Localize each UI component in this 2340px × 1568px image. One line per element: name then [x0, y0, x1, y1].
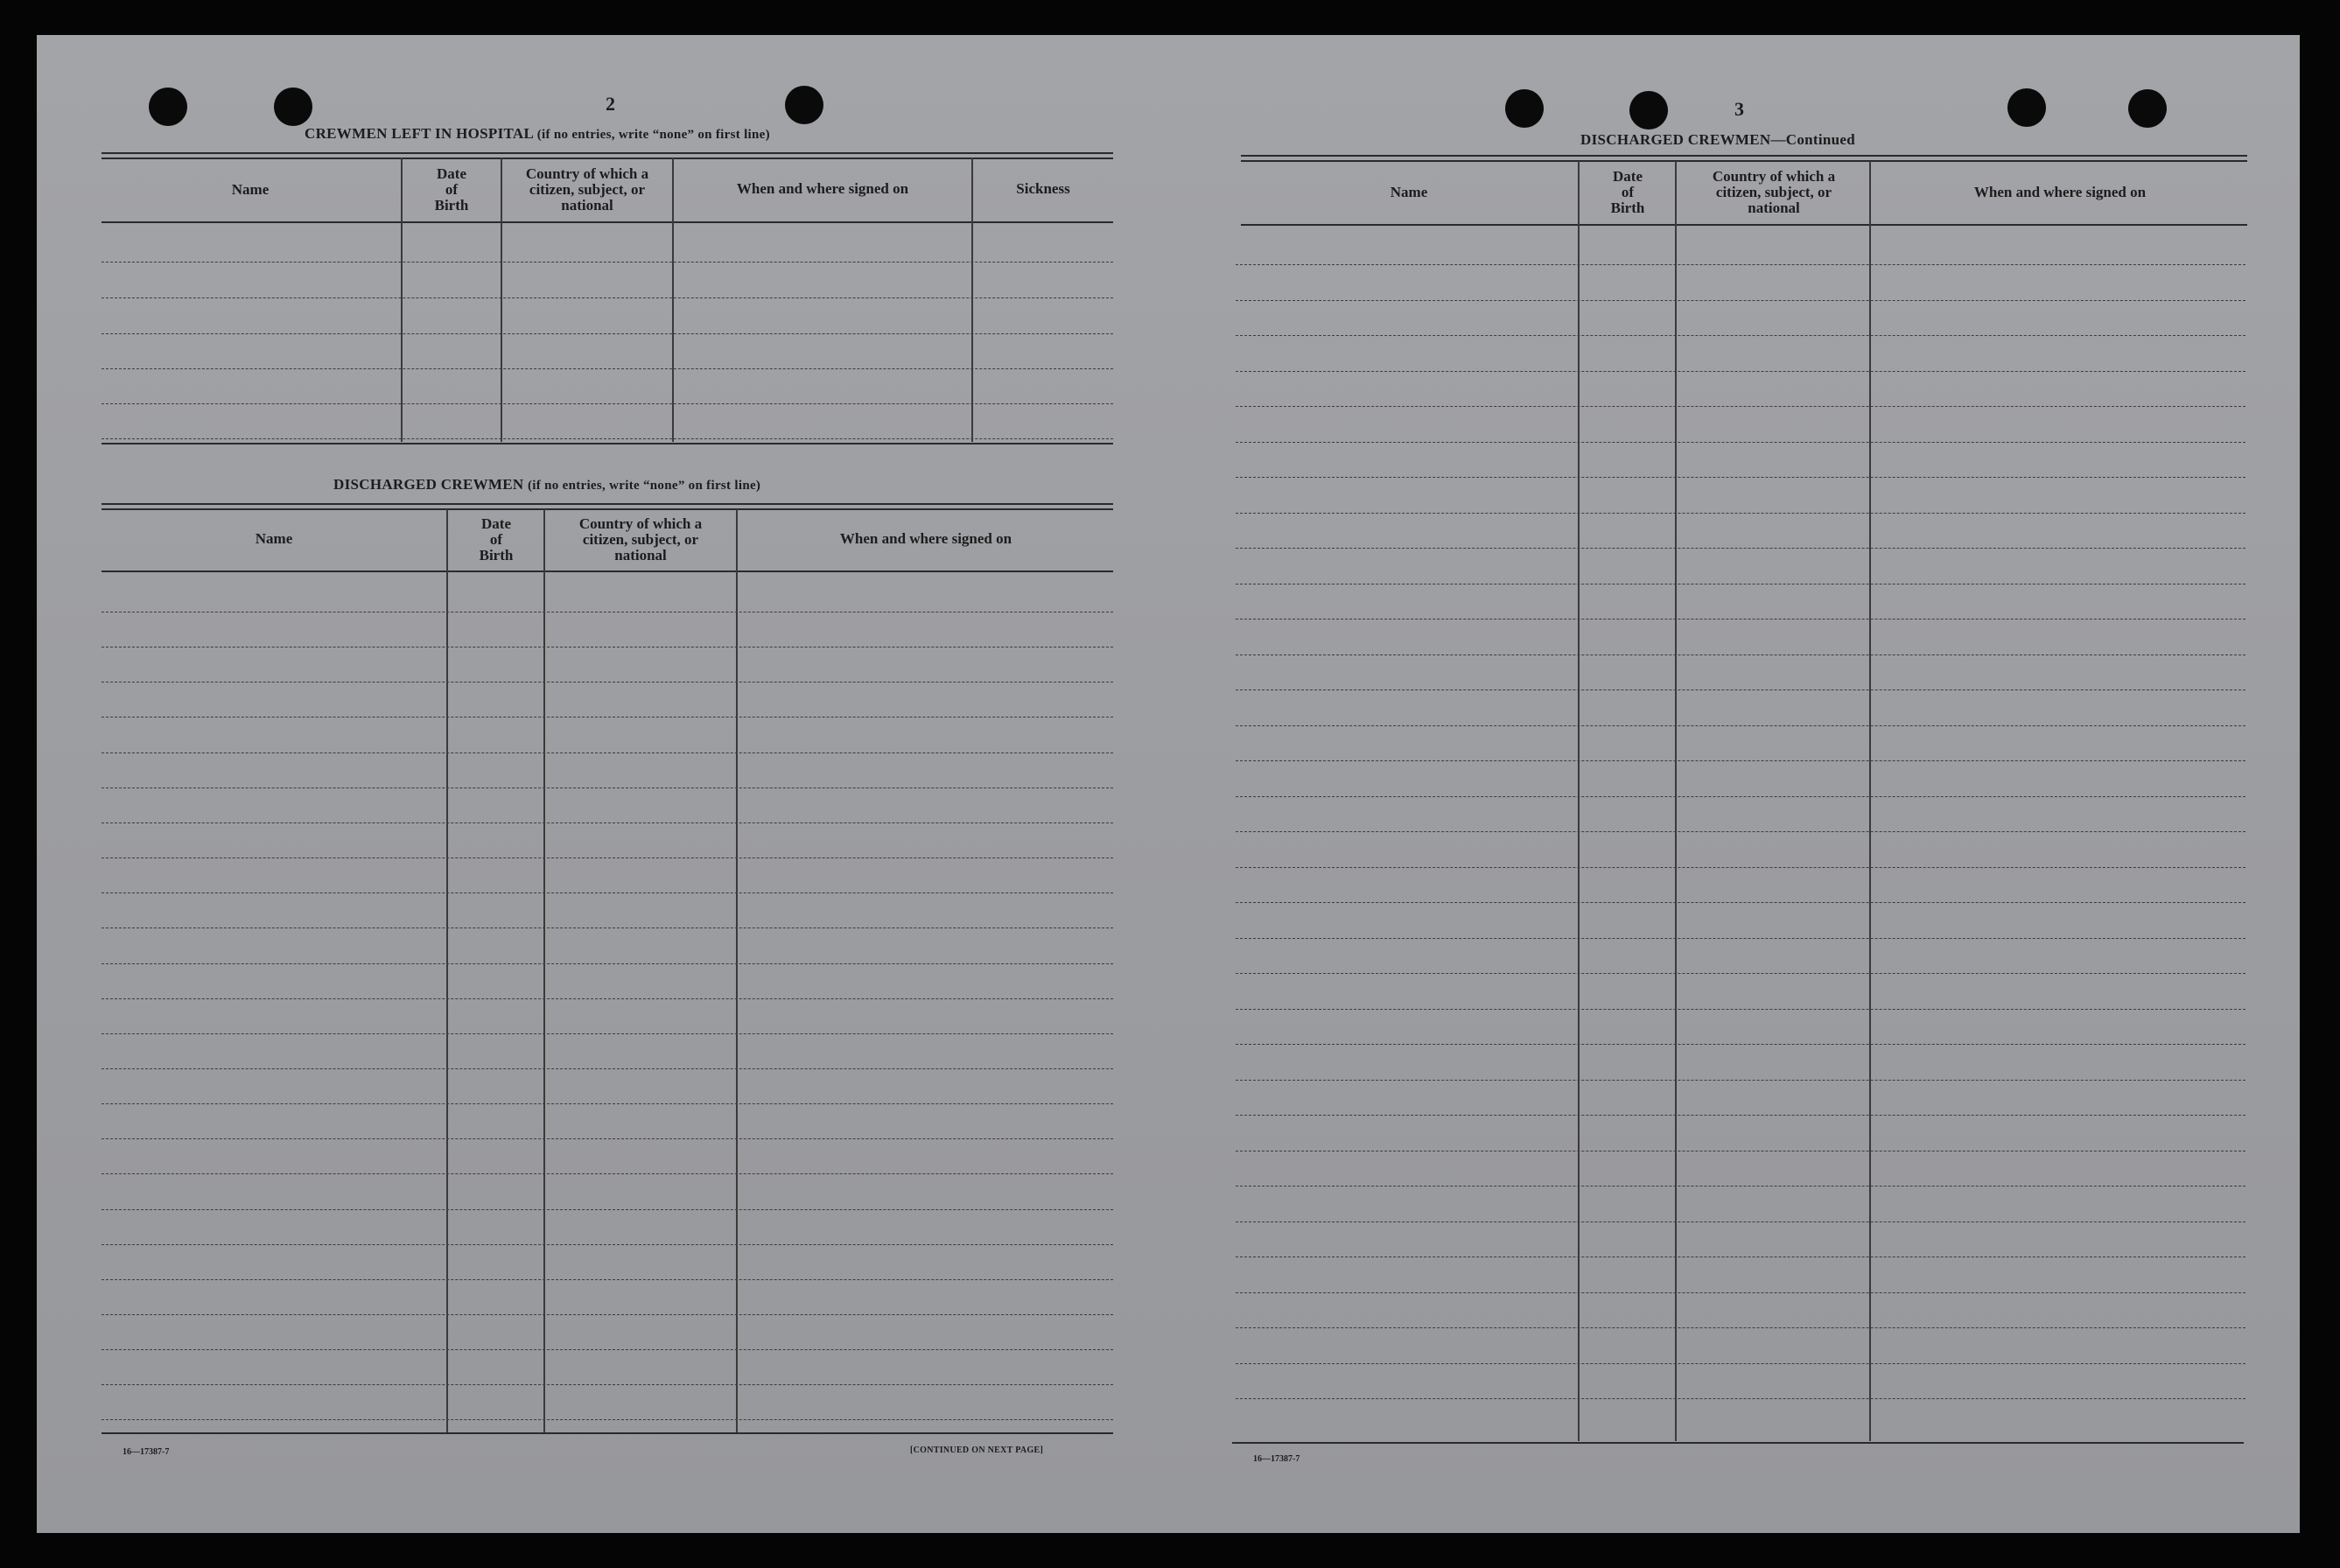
entry-line	[102, 717, 1113, 718]
entry-line	[1236, 867, 2245, 868]
column-divider	[1578, 161, 1580, 1441]
column-header-line: national	[1748, 200, 1800, 216]
section-note: (if no entries, write “none” on first line)	[536, 128, 770, 142]
column-header-date-of-birth	[1580, 169, 1675, 216]
entry-line	[1236, 513, 2245, 514]
entry-line	[1236, 300, 2245, 301]
discharged-continued-title: DISCHARGED CREWMEN—Continued	[1580, 131, 1855, 148]
column-divider	[401, 158, 403, 442]
entry-line	[102, 1419, 1113, 1420]
form-number: 16—17387-7	[123, 1447, 170, 1457]
table-top-rule	[102, 503, 1113, 510]
entry-line	[1236, 1398, 2245, 1399]
column-header-line: of	[489, 531, 503, 548]
punch-hole-icon	[1505, 89, 1544, 128]
column-header-signed-on: When and where signed on	[839, 530, 1012, 547]
entry-line	[1236, 335, 2245, 336]
entry-line	[102, 1244, 1113, 1245]
entry-line	[1236, 264, 2245, 265]
entry-line	[1236, 371, 2245, 372]
page-number: 3	[1734, 98, 1744, 120]
section-title-text: DISCHARGED CREWMEN	[333, 476, 524, 493]
hospital-section-title	[305, 125, 770, 143]
column-header-line: citizen, subject, or	[529, 181, 646, 198]
column-header-line: citizen, subject, or	[1715, 184, 1832, 200]
column-header-line: Country of which a	[578, 515, 703, 532]
entry-line	[1236, 619, 2245, 620]
entry-line	[102, 1314, 1113, 1315]
column-header-line: of	[445, 181, 459, 198]
header-rule	[102, 221, 1113, 223]
column-header-name: Name	[1390, 184, 1428, 200]
entry-line	[102, 822, 1113, 823]
entry-line	[102, 998, 1113, 999]
section-title-text: CREWMEN LEFT IN HOSPITAL	[305, 125, 534, 142]
column-header-country	[1678, 169, 1869, 216]
punch-hole-icon	[149, 88, 187, 126]
punch-hole-icon	[1629, 91, 1668, 130]
entry-line	[1236, 831, 2245, 832]
entry-line	[102, 1279, 1113, 1280]
column-header-country	[502, 166, 672, 214]
header-rule	[102, 570, 1113, 572]
entry-line	[1236, 1115, 2245, 1116]
column-header-name: Name	[231, 181, 270, 198]
entry-line	[1236, 654, 2245, 655]
column-header-line: Country of which a	[525, 165, 649, 182]
entry-line	[1236, 938, 2245, 939]
entry-line	[102, 403, 1113, 404]
column-header-signed-on: When and where signed on	[1973, 184, 2147, 200]
entry-line	[102, 333, 1113, 334]
entry-line	[102, 963, 1113, 964]
entry-line	[102, 368, 1113, 369]
entry-line	[1236, 1363, 2245, 1364]
entry-line	[1236, 1151, 2245, 1152]
column-divider	[446, 509, 448, 1432]
column-header-line: Birth	[479, 547, 514, 564]
table-bottom-rule	[102, 1432, 1113, 1434]
column-header-sickness: Sickness	[1016, 180, 1070, 197]
column-header-line: Date	[1613, 168, 1643, 185]
page-number: 2	[606, 93, 615, 115]
entry-line	[1236, 725, 2245, 726]
form-sheet	[37, 35, 2300, 1533]
entry-line	[102, 1068, 1113, 1069]
column-divider	[1675, 161, 1677, 1441]
column-header-line: Country of which a	[1712, 168, 1836, 185]
entry-line	[102, 1138, 1113, 1139]
entry-line	[1236, 1292, 2245, 1293]
column-header-date-of-birth	[403, 166, 501, 214]
entry-line	[1236, 1080, 2245, 1081]
entry-line	[1236, 973, 2245, 974]
table-top-rule	[1241, 155, 2247, 162]
column-header-line: Date	[481, 515, 511, 532]
column-header-signed-on: When and where signed on	[736, 180, 909, 197]
entry-line	[102, 752, 1113, 753]
punch-hole-icon	[2128, 89, 2167, 128]
column-header-line: citizen, subject, or	[582, 531, 699, 548]
column-header-line: Date	[437, 165, 466, 182]
column-header-date-of-birth	[449, 516, 543, 564]
entry-line	[1236, 1009, 2245, 1010]
column-divider	[543, 509, 545, 1432]
column-divider	[971, 158, 973, 442]
punch-hole-icon	[2007, 88, 2046, 127]
entry-line	[102, 1033, 1113, 1034]
column-header-line: Birth	[434, 197, 469, 214]
column-header-line: national	[561, 197, 613, 214]
entry-line	[102, 1384, 1113, 1385]
entry-line	[1236, 1044, 2245, 1045]
column-divider	[501, 158, 502, 442]
entry-line	[102, 1209, 1113, 1210]
column-header-line: national	[614, 547, 667, 564]
column-header-name: Name	[255, 530, 293, 547]
entry-line	[102, 1103, 1113, 1104]
entry-line	[1236, 1327, 2245, 1328]
column-header-country	[546, 516, 735, 564]
entry-line	[1236, 442, 2245, 443]
entry-line	[1236, 760, 2245, 761]
table-bottom-rule	[102, 443, 1113, 444]
entry-line	[1236, 548, 2245, 549]
entry-line	[1236, 1256, 2245, 1257]
discharged-section-title	[333, 476, 760, 494]
header-rule	[1241, 224, 2247, 226]
punch-hole-icon	[785, 86, 823, 124]
column-divider	[736, 509, 738, 1432]
entry-line	[102, 647, 1113, 648]
column-header-line: Birth	[1610, 200, 1645, 216]
punch-hole-icon	[274, 88, 312, 126]
entry-line	[1236, 477, 2245, 478]
table-top-rule	[102, 152, 1113, 159]
entry-line	[1236, 406, 2245, 407]
entry-line	[102, 1349, 1113, 1350]
entry-line	[102, 892, 1113, 893]
column-divider	[672, 158, 674, 442]
table-bottom-rule	[1232, 1442, 2244, 1444]
column-divider	[1869, 161, 1871, 1441]
section-note: (if no entries, write “none” on first line)	[528, 479, 761, 493]
entry-line	[102, 1173, 1113, 1174]
continued-note: [CONTINUED ON NEXT PAGE]	[910, 1446, 1044, 1455]
entry-line	[1236, 796, 2245, 797]
entry-line	[102, 438, 1113, 439]
form-number: 16—17387-7	[1253, 1454, 1300, 1464]
column-header-line: of	[1621, 184, 1635, 200]
entry-line	[1236, 902, 2245, 903]
